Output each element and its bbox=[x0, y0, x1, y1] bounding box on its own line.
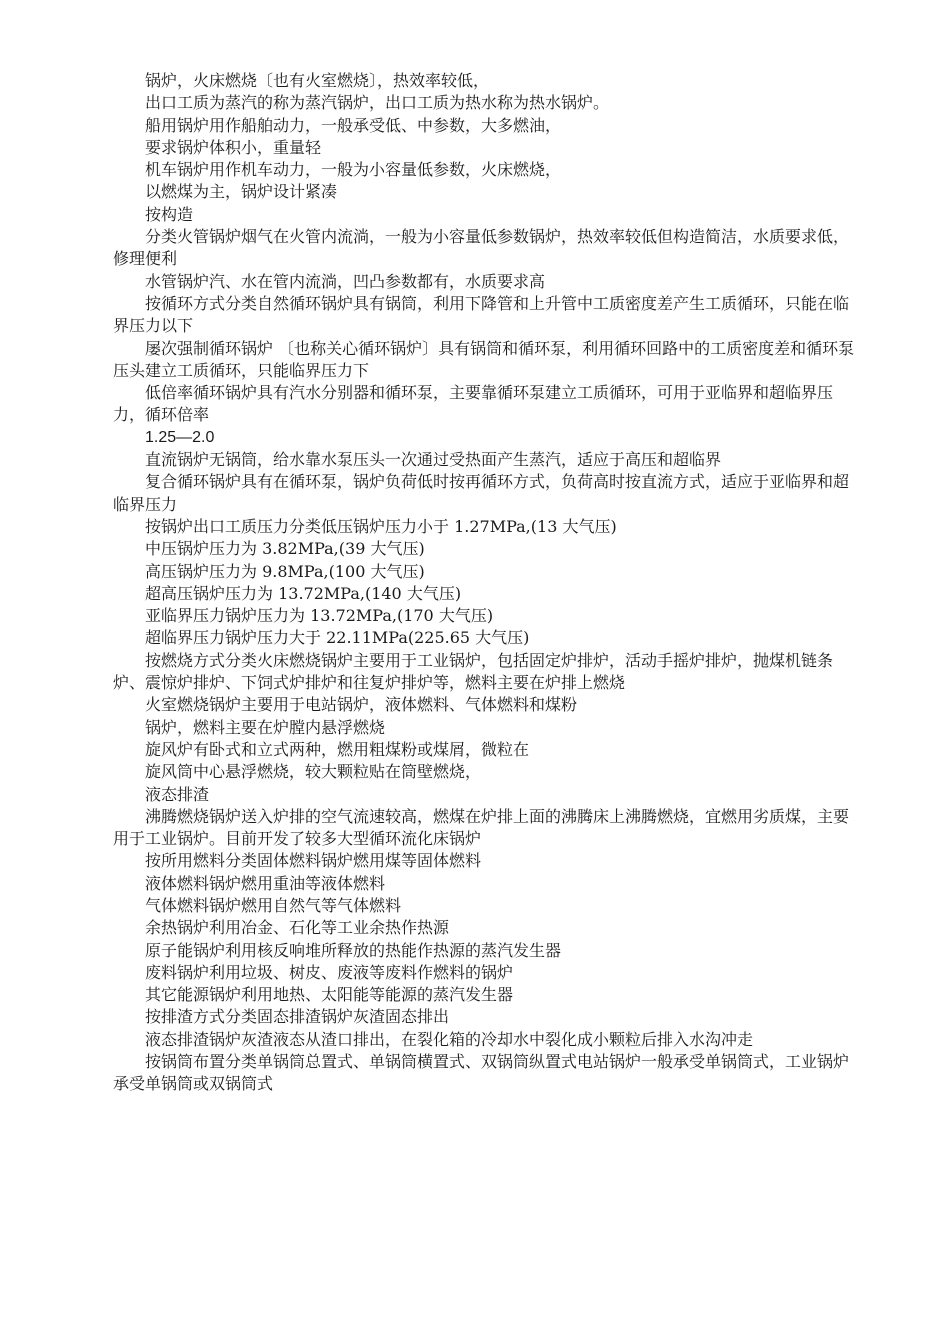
paragraph: 余热锅炉利用冶金、石化等工业余热作热源 bbox=[145, 918, 450, 938]
paragraph: 直流锅炉无锅筒，给水靠水泵压头一次通过受热面产生蒸汽，适应于高压和超临界 bbox=[145, 450, 722, 470]
paragraph: 锅炉，火床燃烧〔也有火室燃烧〕，热效率较低， bbox=[145, 71, 490, 90]
paragraph: 气体燃料锅炉燃用自然气等气体燃料 bbox=[145, 895, 402, 915]
paragraph: 废料锅炉利用垃圾、树皮、废液等废料作燃料的锅炉 bbox=[145, 962, 514, 982]
paragraph: 超临界压力锅炉压力大于 22.11MPa(225.65 大气压) bbox=[145, 628, 530, 648]
paragraph: 按构造 bbox=[145, 204, 194, 224]
paragraph: 超高压锅炉压力为 13.72MPa,(140 大气压) bbox=[145, 583, 462, 603]
paragraph: 屡次强制循环锅炉 〔也称关心循环锅炉〕具有锅筒和循环泵，利用循环回路中的工质密度差和循环泵压头建立工质循环，只能临界压力下 bbox=[113, 338, 855, 380]
paragraph: 沸腾燃烧锅炉送入炉排的空气流速较高，燃煤在炉排上面的沸腾床上沸腾燃烧，宜燃用劣质煤，主要用于工业锅炉。目前开发了较多大型循环流化床锅炉 bbox=[113, 806, 850, 849]
paragraph: 1.25—2.0 bbox=[145, 428, 215, 446]
paragraph: 液态排渣 bbox=[145, 784, 210, 804]
paragraph: 旋风筒中心悬浮燃烧，较大颗粒贴在筒壁燃烧， bbox=[145, 762, 482, 782]
paragraph: 按锅炉出口工质压力分类低压锅炉压力小于 1.27MPa,(13 大气压) bbox=[145, 516, 617, 536]
paragraph: 按锅筒布置分类单锅筒总置式、单锅筒横置式、双锅筒纵置式电站锅炉一般承受单锅筒式，工业锅炉承受单锅筒或双锅筒式 bbox=[113, 1052, 850, 1094]
paragraph: 液态排渣锅炉灰渣液态从渣口排出，在裂化箱的冷却水中裂化成小颗粒后排入水沟冲走 bbox=[145, 1029, 754, 1049]
paragraph: 锅炉，燃料主要在炉膛内悬浮燃烧 bbox=[145, 717, 386, 737]
paragraph: 分类火管锅炉烟气在火管内流淌，一般为小容量低参数锅炉，热效率较低但构造简洁，水质要求低，修理便利 bbox=[113, 227, 850, 269]
paragraph: 亚临界压力锅炉压力为 13.72MPa,(170 大气压) bbox=[145, 606, 494, 626]
paragraph: 按排渣方式分类固态排渣锅炉灰渣固态排出 bbox=[145, 1007, 450, 1027]
paragraph: 其它能源锅炉利用地热、太阳能等能源的蒸汽发生器 bbox=[145, 985, 514, 1005]
paragraph: 机车锅炉用作机车动力，一般为小容量低参数，火床燃烧， bbox=[145, 160, 562, 180]
paragraph: 原子能锅炉利用核反响堆所释放的热能作热源的蒸汽发生器 bbox=[145, 940, 562, 960]
paragraph: 水管锅炉汽、水在管内流淌，凹凸参数都有，水质要求高 bbox=[145, 271, 546, 291]
paragraph: 火室燃烧锅炉主要用于电站锅炉，液体燃料、气体燃料和煤粉 bbox=[145, 695, 578, 715]
paragraph: 按所用燃料分类固体燃料锅炉燃用煤等固体燃料 bbox=[145, 851, 482, 871]
paragraph: 低倍率循环锅炉具有汽水分别器和循环泵，主要靠循环泵建立工质循环，可用于亚临界和超临界压力，循环倍率 bbox=[113, 383, 834, 425]
paragraph: 高压锅炉压力为 9.8MPa,(100 大气压) bbox=[145, 561, 425, 581]
paragraph: 按燃烧方式分类火床燃烧锅炉主要用于工业锅炉，包括固定炉排炉，活动手摇炉排炉，抛煤机链条炉、震惊炉排炉、下饲式炉排炉和往复炉排炉等，燃料主要在炉排上燃烧 bbox=[113, 650, 834, 693]
paragraph: 中压锅炉压力为 3.82MPa,(39 大气压) bbox=[145, 539, 425, 559]
paragraph: 出口工质为蒸汽的称为蒸汽锅炉，出口工质为热水称为热水锅炉。 bbox=[145, 93, 610, 113]
paragraph: 船用锅炉用作船舶动力，一般承受低、中参数，大多燃油， bbox=[145, 115, 562, 135]
paragraph: 以燃煤为主，锅炉设计紧凑 bbox=[145, 182, 338, 202]
paragraph: 液体燃料锅炉燃用重油等液体燃料 bbox=[145, 873, 386, 893]
paragraph: 旋风炉有卧式和立式两种，燃用粗煤粉或煤屑，微粒在 bbox=[145, 739, 530, 759]
paragraph: 复合循环锅炉具有在循环泵，锅炉负荷低时按再循环方式，负荷高时按直流方式，适应于亚临界和超临界压力 bbox=[113, 472, 850, 514]
paragraph: 按循环方式分类自然循环锅炉具有锅筒，利用下降管和上升管中工质密度差产生工质循环，只能在临界压力以下 bbox=[113, 293, 850, 336]
paragraph: 要求锅炉体积小，重量轻 bbox=[145, 137, 322, 157]
document-body bbox=[113, 70, 858, 1096]
